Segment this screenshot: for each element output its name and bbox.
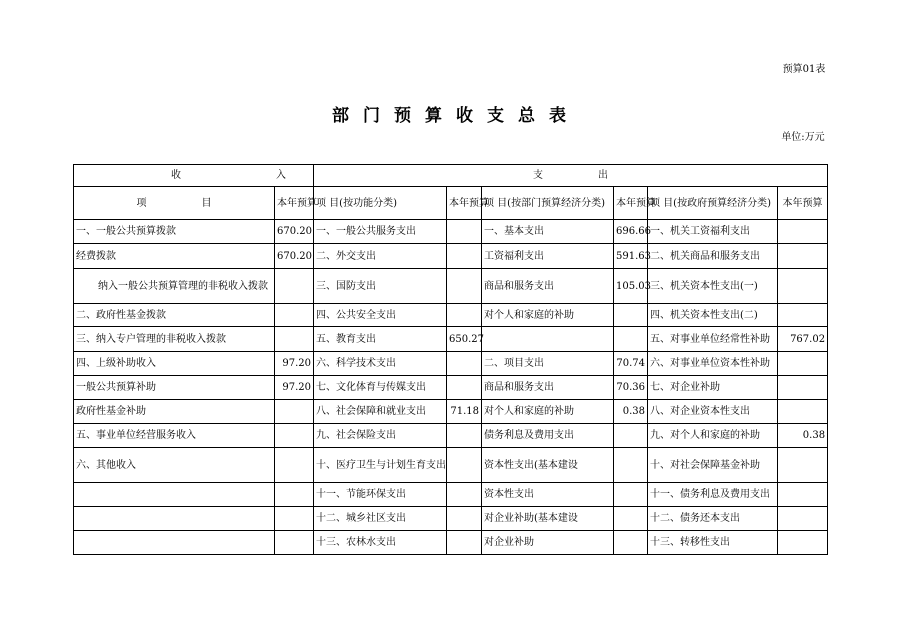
table-row: 六、其他收入 十、医疗卫生与计划生育支出 资本性支出(基本建设 十、对社会保障基金补助 (74, 448, 828, 483)
budget-table (73, 164, 828, 555)
table-row: 十三、农林水支出 对企业补助 十三、转移性支出 (74, 531, 828, 555)
table-row: 一般公共预算补助 97.20 七、文化体育与传媒支出 商品和服务支出 70.36 七、对企业补助 (74, 376, 828, 400)
dept-econ-header: 项 目(按部门预算经济分类) (482, 187, 614, 220)
income-header: 收入 (74, 165, 314, 187)
table-row: 十一、节能环保支出 资本性支出 十一、债务利息及费用支出 (74, 483, 828, 507)
gov-amount-header: 本年预算 (778, 187, 828, 220)
dept-amount-header: 本年预算 (614, 187, 648, 220)
table-row: 十二、城乡社区支出 对企业补助(基本建设 十二、债务还本支出 (74, 507, 828, 531)
table-row: 经费拨款 670.20 二、外交支出 工资福利支出 591.63 二、机关商品和服务支出 (74, 244, 828, 269)
income-amount-header: 本年预算 (275, 187, 314, 220)
table-row: 一、一般公共预算拨款 670.20 一、一般公共服务支出 一、基本支出 696.66 一、机关工资福利支出 (74, 220, 828, 244)
table-row: 五、事业单位经营服务收入 九、社会保险支出 债务利息及费用支出 九、对个人和家庭的补助 0.38 (74, 424, 828, 448)
func-header: 项 目(按功能分类) (314, 187, 447, 220)
item-header: 项目 (74, 187, 275, 220)
page-title: 部门预算收支总表 (332, 106, 580, 126)
table-row: 纳入一般公共预算管理的非税收入拨款 三、国防支出 商品和服务支出 105.03 三、机关资本性支出(一) (74, 269, 828, 304)
expense-header: 支出 (314, 165, 828, 187)
table-row: 政府性基金补助 八、社会保障和就业支出 71.18 对个人和家庭的补助 0.38 八、对企业资本性支出 (74, 400, 828, 424)
table-row: 三、纳入专户管理的非税收入拨款 五、教育支出 650.27 五、对事业单位经常性补助 767.02 (74, 327, 828, 352)
table-row: 二、政府性基金拨款 四、公共安全支出 对个人和家庭的补助 四、机关资本性支出(二) (74, 304, 828, 327)
func-amount-header: 本年预算 (447, 187, 482, 220)
unit-label: 单位:万元 (781, 132, 825, 143)
gov-econ-header: 项 目(按政府预算经济分类) (648, 187, 778, 220)
header-row-2 (74, 187, 828, 220)
form-number: 预算01表 (782, 64, 826, 75)
header-row-1 (74, 165, 828, 187)
table-row: 四、上级补助收入 97.20 六、科学技术支出 二、项目支出 70.74 六、对事业单位资本性补助 (74, 352, 828, 376)
